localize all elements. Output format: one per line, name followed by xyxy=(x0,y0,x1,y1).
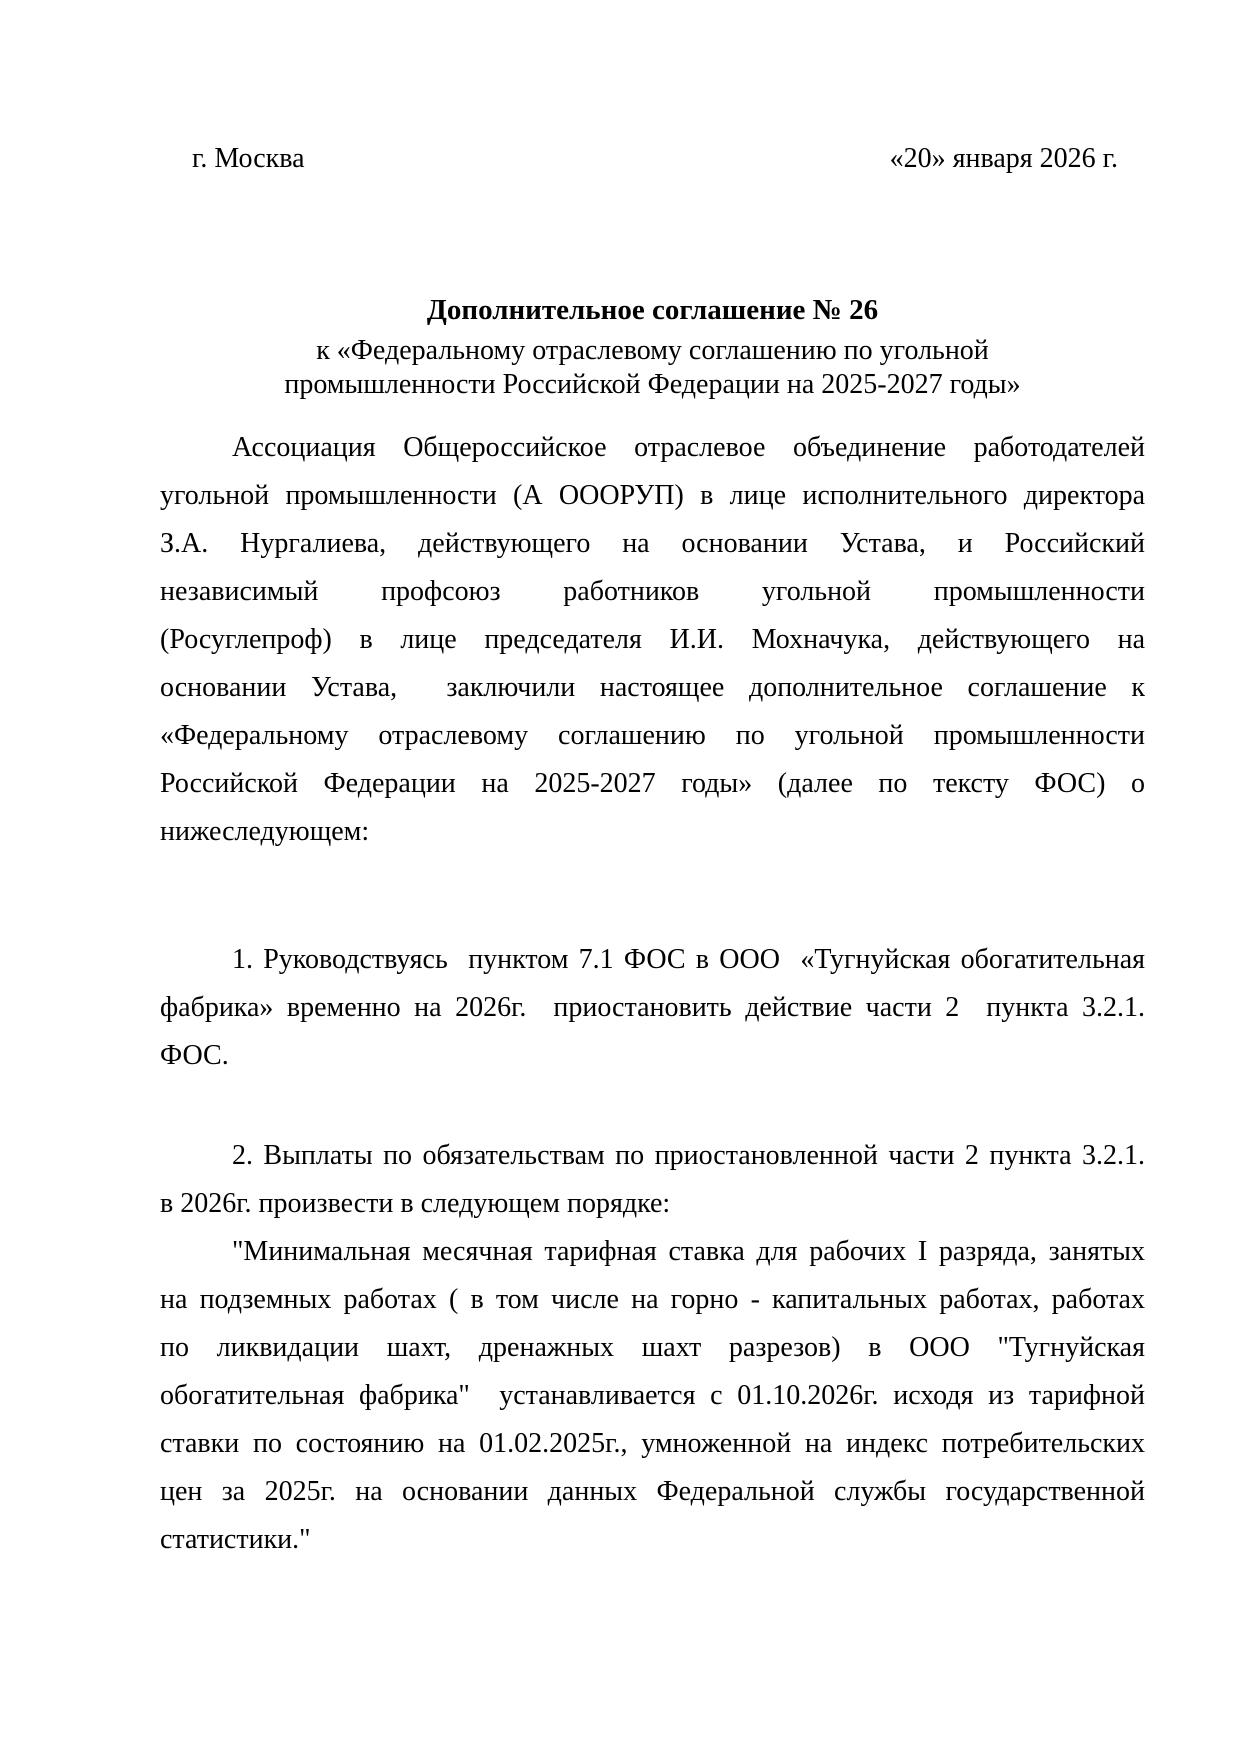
doc-title: Дополнительное соглашение № 26 xyxy=(426,294,879,326)
text-line: в 2026г. произвести в следующем порядке: xyxy=(160,1188,671,1219)
paragraph-preamble xyxy=(160,424,1145,856)
text-line: нижеследующем: xyxy=(160,816,370,847)
text-line: обогатительная фабрика" устанавливается с 01.10.2026г. исходя из тарифной xyxy=(160,1380,1145,1411)
doc-body xyxy=(160,424,1145,1564)
doc-header xyxy=(192,142,1118,176)
doc-date: «20» января 2026 г. xyxy=(889,143,1118,174)
doc-place: г. Москва xyxy=(192,143,305,174)
text-line: 2. Выплаты по обязательствам по приостановленной части 2 пункта 3.2.1. xyxy=(232,1140,1145,1171)
text-line: на подземных работах ( в том числе на горно - капитальных работах, работах xyxy=(160,1284,1145,1315)
text-line: промышленности Российской Федерации на 2025-2027 годы» xyxy=(284,369,1021,400)
text-line: 1. Руководствуясь пунктом 7.1 ФОС в ООО «Тугнуйская обогатительная xyxy=(232,944,1145,975)
text-line: ставки по состоянию на 01.02.2025г., умноженной на индекс потребительских xyxy=(160,1428,1145,1459)
text-line: по ликвидации шахт, дренажных шахт разрезов) в ООО "Тугнуйская xyxy=(160,1332,1145,1363)
text-line: цен за 2025г. на основании данных Федеральной службы государственной xyxy=(160,1476,1145,1507)
text-line: «Федеральному отраслевому соглашению по угольной промышленности xyxy=(160,720,1145,751)
paragraph-clause-2 xyxy=(160,1132,1145,1228)
text-line: Ассоциация Общероссийское отраслевое объединение работодателей xyxy=(232,432,1145,463)
text-line: независимый профсоюз работников угольной промышленности xyxy=(160,576,1145,607)
text-line: "Минимальная месячная тарифная ставка для рабочих I разряда, занятых xyxy=(232,1236,1145,1267)
text-line: угольной промышленности (А ОООРУП) в лице исполнительного директора xyxy=(160,480,1145,511)
text-line: фабрика» временно на 2026г. приостановить действие части 2 пункта 3.2.1. xyxy=(160,992,1145,1023)
text-line: Российской Федерации на 2025-2027 годы» (далее по тексту ФОС) о xyxy=(160,768,1145,799)
doc-title-block xyxy=(160,292,1145,402)
text-line: З.А. Нургалиева, действующего на основании Устава, и Российский xyxy=(160,528,1145,559)
text-line: ФОС. xyxy=(160,1040,229,1071)
text-line: к «Федеральному отраслевому соглашению по угольной xyxy=(316,335,989,366)
doc-subtitle xyxy=(160,334,1145,402)
text-line: основании Устава, заключили настоящее дополнительное соглашение к xyxy=(160,672,1145,703)
paragraph-quote xyxy=(160,1228,1145,1564)
text-line: (Росуглепроф) в лице председателя И.И. Мохначука, действующего на xyxy=(160,624,1145,655)
text-line: статистики." xyxy=(160,1524,311,1555)
paragraph-clause-1 xyxy=(160,936,1145,1080)
